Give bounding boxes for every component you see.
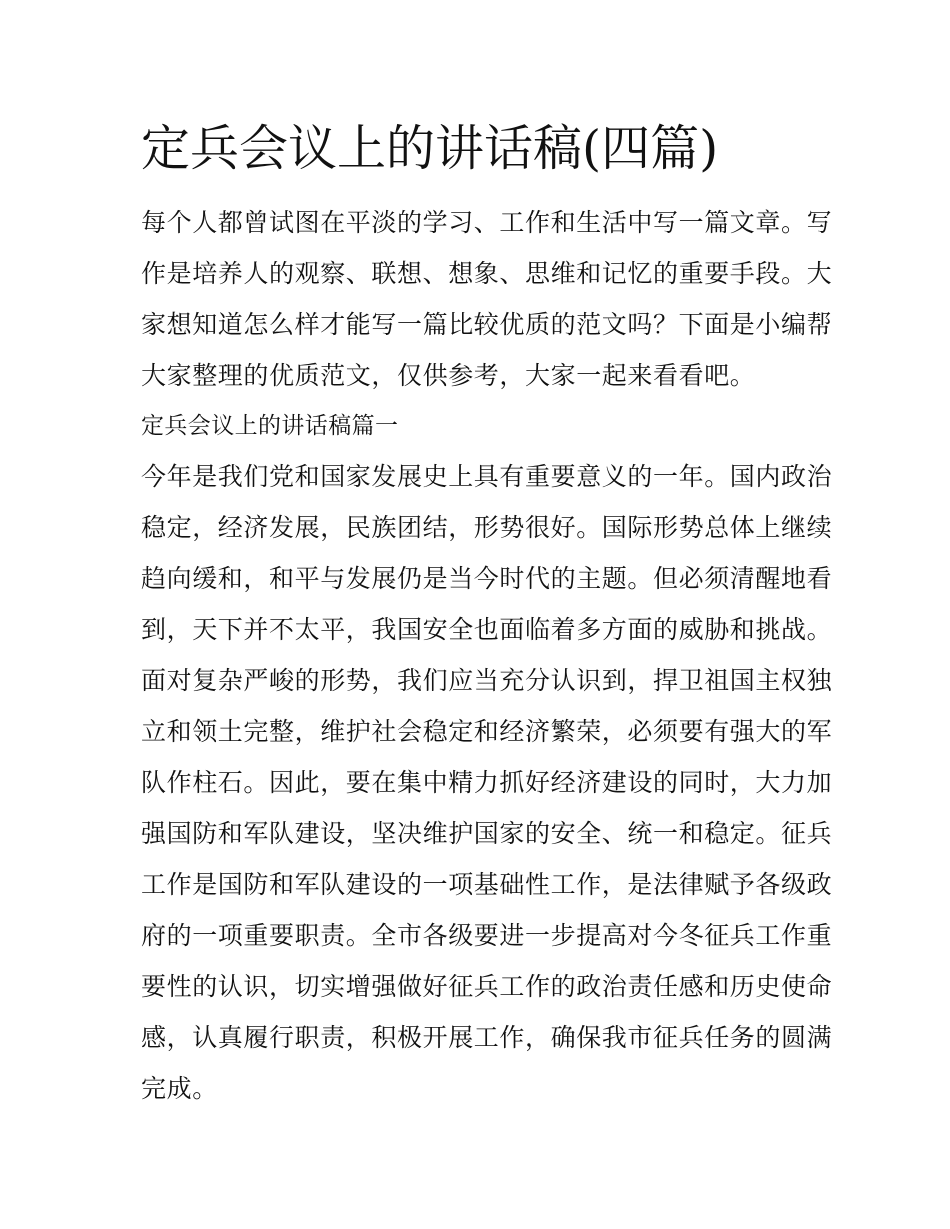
document-title: 定兵会议上的讲话稿(四篇): [141, 120, 719, 177]
body-line: 感，认真履行职责，积极开展工作，确保我市征兵任务的圆满: [141, 1023, 833, 1052]
intro-line: 每个人都曾试图在平淡的学习、工作和生活中写一篇文章。写: [141, 208, 833, 237]
intro-line: 作是培养人的观察、联想、想象、思维和记忆的重要手段。大: [141, 259, 833, 288]
body-line: 面对复杂严峻的形势，我们应当充分认识到，捍卫祖国主权独: [141, 666, 833, 695]
body-line: 工作是国防和军队建设的一项基础性工作，是法律赋予各级政: [141, 870, 833, 899]
intro-line: 大家整理的优质范文，仅供参考，大家一起来看看吧。: [141, 361, 756, 390]
intro-line: 家想知道怎么样才能写一篇比较优质的范文吗？下面是小编帮: [141, 310, 833, 339]
body-line: 今年是我们党和国家发展史上具有重要意义的一年。国内政治: [141, 462, 833, 491]
body-line: 到，天下并不太平，我国安全也面临着多方面的威胁和挑战。: [141, 615, 833, 644]
body-line: 府的一项重要职责。全市各级要进一步提高对今冬征兵工作重: [141, 921, 833, 950]
body-line: 要性的认识，切实增强做好征兵工作的政治责任感和历史使命: [141, 972, 833, 1001]
body-line: 稳定，经济发展，民族团结，形势很好。国际形势总体上继续: [141, 513, 833, 542]
section-heading: 定兵会议上的讲话稿篇一: [141, 413, 399, 439]
body-line: 队作柱石。因此，要在集中精力抓好经济建设的同时，大力加: [141, 768, 833, 797]
body-line: 强国防和军队建设，坚决维护国家的安全、统一和稳定。征兵: [141, 819, 833, 848]
body-line: 趋向缓和，和平与发展仍是当今时代的主题。但必须清醒地看: [141, 564, 833, 593]
body-line: 立和领土完整，维护社会稳定和经济繁荣，必须要有强大的军: [141, 717, 833, 746]
body-line: 完成。: [141, 1074, 218, 1103]
